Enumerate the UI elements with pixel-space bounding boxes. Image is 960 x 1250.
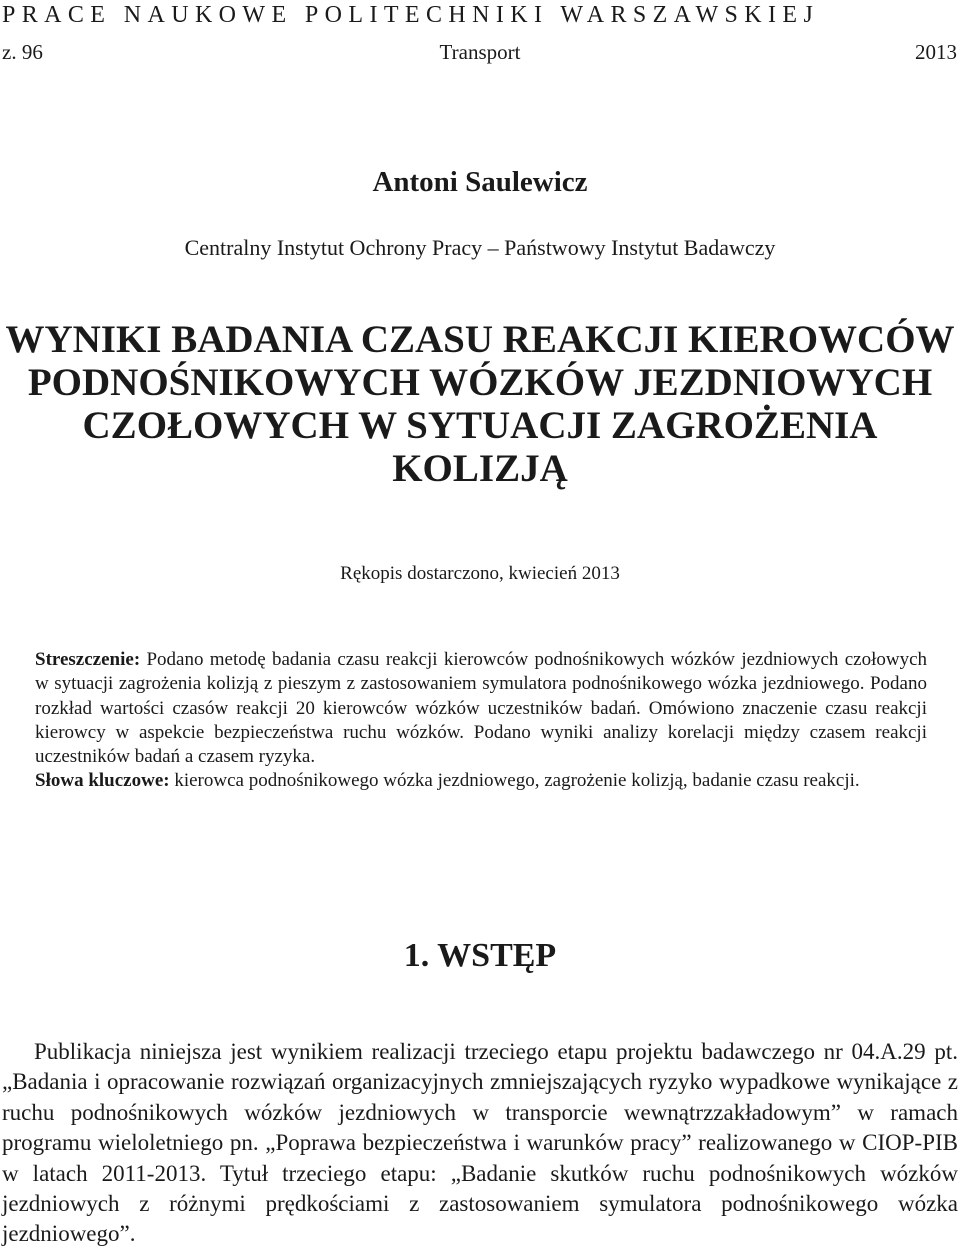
author-name: Antoni Saulewicz <box>372 166 588 198</box>
received-date: Rękopis dostarczono, kwiecień 2013 <box>340 563 620 584</box>
author-affiliation: Centralny Instytut Ochrony Pracy – Państwowy Instytut Badawczy <box>184 235 776 260</box>
abstract-label: Streszczenie: <box>35 649 141 670</box>
abstract-text: Podano metodę badania czasu reakcji kierowców podnośnikowych wózków jezdniowych czołowych w sytuacji zagrożenia kolizją z pieszym z zastosowaniem symulatora podnośnikowego wózka jezdniowego. Podano rozkład wartości czasów reakcji 20 kierowców wózków uczestników badań. Omówiono znaczenie czasu reakcji kierowcy w aspekcie bezpieczeństwa ruchu wózków. Podano wyniki analizy korelacji między czasem reakcji uczestników badań a czasem ryzyka. <box>35 649 927 768</box>
title-line: CZOŁOWYCH W SYTUACJI ZAGROŻENIA <box>82 404 878 447</box>
abstract-paragraph <box>35 648 927 769</box>
keywords-label: Słowa kluczowe: <box>35 770 170 792</box>
paper-title <box>0 318 960 490</box>
title-line: KOLIZJĄ <box>392 447 568 490</box>
journal-section: Transport <box>439 40 521 64</box>
keywords-paragraph <box>35 769 927 793</box>
section-heading: 1. WSTĘP <box>403 937 557 974</box>
series-title: PRACE NAUKOWE POLITECHNIKI WARSZAWSKIEJ <box>2 2 820 28</box>
keywords-text: kierowca podnośnikowego wózka jezdniowego, zagrożenie kolizją, badanie czasu reakcji. <box>169 770 860 792</box>
intro-paragraph: Publikacja niniejsza jest wynikiem realizacji trzeciego etapu projektu badawczego nr 04.A.29 pt. „Badania i opracowanie rozwiązań organizacyjnych zmniejszających ryzyko wypadkowe wynikające z ruchu podnośnikowych wózków jezdniowych w transporcie wewnątrzzakładowym” w ramach programu wieloletniego pn. „Poprawa bezpieczeństwa i warunków pracy” realizowanego w CIOP-PIB w latach 2011-2013. Tytuł trzeciego etapu: „Badanie skutków ruchu podnośnikowych wózków jezdniowych z różnymi prędkościami z zastosowaniem symulatora podnośnikowego wózka jezdniowego”. <box>2 1039 958 1247</box>
title-line: WYNIKI BADANIA CZASU REAKCJI KIEROWCÓW <box>5 318 955 361</box>
publication-year: 2013 <box>915 40 957 64</box>
abstract <box>35 648 927 794</box>
running-header <box>0 40 960 62</box>
title-line: PODNOŚNIKOWYCH WÓZKÓW JEZDNIOWYCH <box>27 361 933 404</box>
issue-number: z. 96 <box>2 40 43 64</box>
